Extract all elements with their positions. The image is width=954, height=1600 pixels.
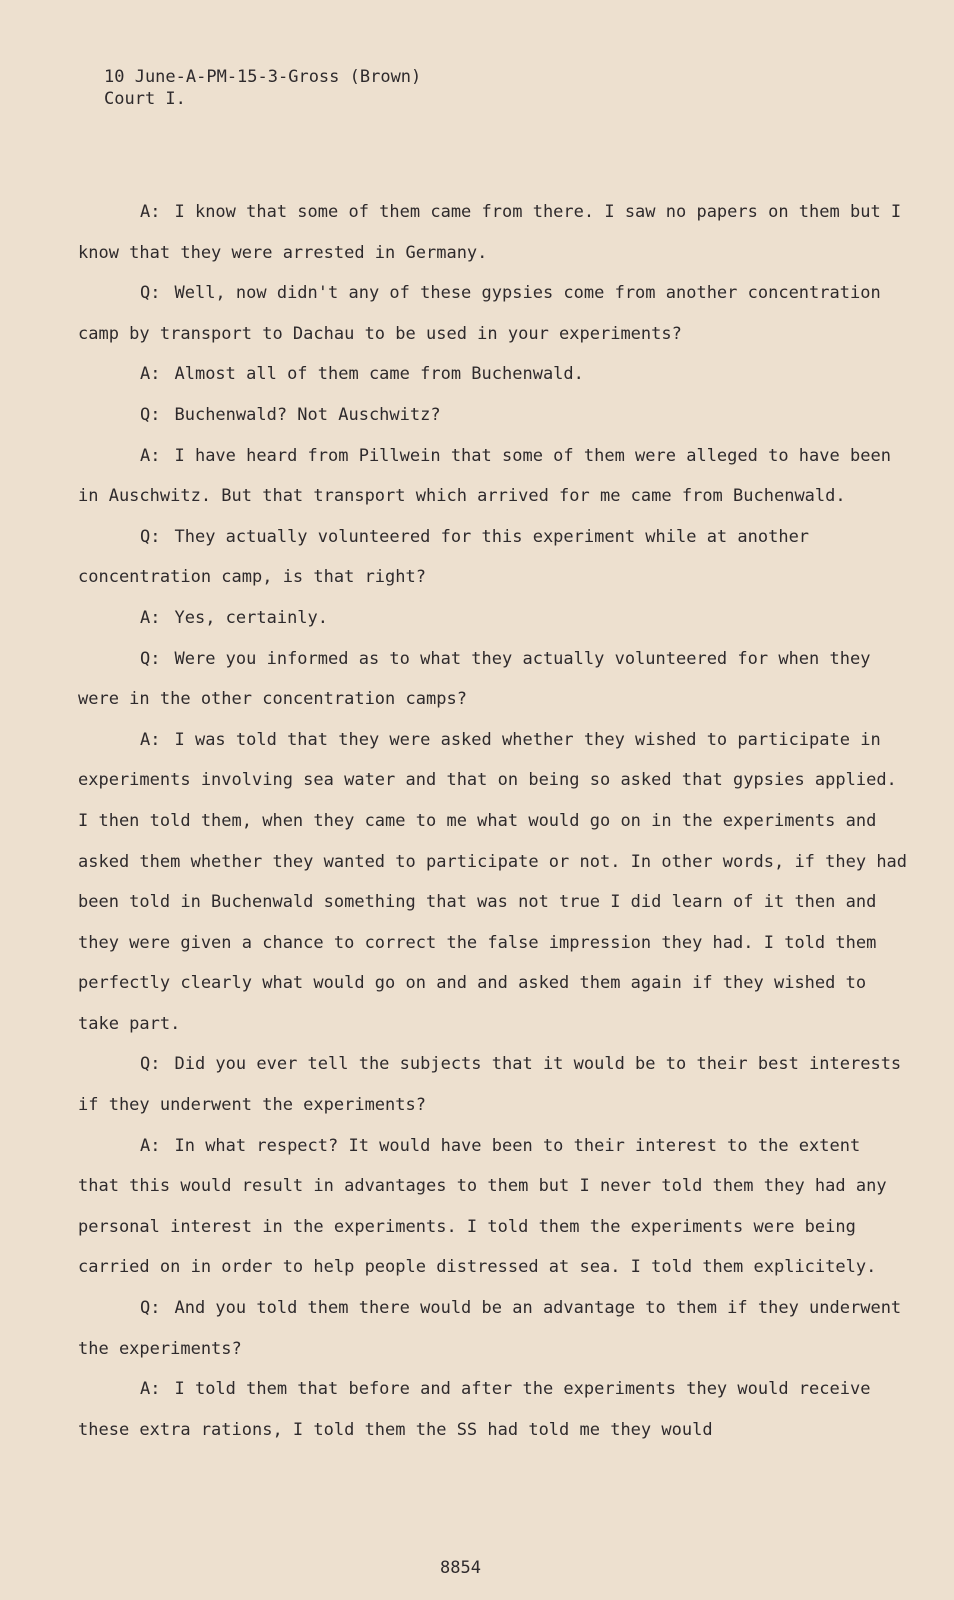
speaker-label: A: <box>140 445 161 466</box>
speaker-label: A: <box>140 202 161 222</box>
speaker-label: Q: <box>140 526 161 547</box>
testimony-paragraph <box>78 517 908 598</box>
testimony-paragraph <box>78 395 908 436</box>
paragraph-text: And you told them there would be an advantage to them if they underwent the experiments? <box>78 1298 902 1359</box>
speaker-label: Q: <box>140 404 161 425</box>
page-number: 8854 <box>440 1558 481 1578</box>
document-header <box>104 66 421 110</box>
testimony-paragraph <box>78 1044 908 1125</box>
testimony-paragraph <box>78 273 908 354</box>
testimony-paragraph <box>78 639 908 720</box>
testimony-body <box>78 192 908 1450</box>
paragraph-text: Did you ever tell the subjects that it would be to their best interests if they underwent the experiments? <box>78 1054 902 1116</box>
paragraph-text: I told them that before and after the experiments they would receive these extra rations, I told them the SS had told me they would <box>78 1379 871 1440</box>
testimony-paragraph <box>78 436 908 517</box>
speaker-label: A: <box>140 607 161 628</box>
testimony-paragraph <box>78 720 908 1045</box>
paragraph-text: I know that some of them came from there. I saw no papers on them but I know that they were arrested in Germany. <box>78 202 902 263</box>
paragraph-text: They actually volunteered for this experiment while at another concentration camp, is that right? <box>78 526 810 588</box>
speaker-label: A: <box>140 729 161 750</box>
paragraph-text: Were you informed as to what they actually volunteered for when they were in the other concentration camps? <box>78 648 871 710</box>
testimony-paragraph <box>78 354 908 395</box>
paragraph-text: I have heard from Pillwein that some of them were alleged to have been in Auschwitz. But that transport which arrived for me came from Buchenwald. <box>78 445 891 507</box>
speaker-label: Q: <box>140 1298 161 1319</box>
testimony-paragraph <box>78 1126 908 1288</box>
paragraph-text: Almost all of them came from Buchenwald. <box>174 364 584 385</box>
speaker-label: A: <box>140 364 161 385</box>
header-line-2: Court I. <box>104 89 186 109</box>
speaker-label: Q: <box>140 1054 161 1075</box>
header-line-1: 10 June-A-PM-15-3-Gross (Brown) <box>104 67 422 87</box>
speaker-label: A: <box>140 1135 161 1156</box>
speaker-label: Q: <box>140 283 161 304</box>
speaker-label: A: <box>140 1379 161 1400</box>
paragraph-text: Well, now didn't any of these gypsies come from another concentration camp by transport to Dachau to be used in your experiments? <box>78 283 881 344</box>
testimony-paragraph <box>78 1369 908 1450</box>
paragraph-text: Yes, certainly. <box>174 607 329 628</box>
testimony-paragraph <box>78 598 908 639</box>
speaker-label: Q: <box>140 648 161 669</box>
paragraph-text: Buchenwald? Not Auschwitz? <box>174 404 441 425</box>
testimony-paragraph <box>78 192 908 273</box>
paragraph-text: I was told that they were asked whether they wished to participate in experiments involving sea water and that on being so asked that gypsies applied. I then told them, when they came to me what would go on in the experiments and asked them whether they wanted to participate or not. In other words, if they had been told in Buchenwald something that was not true I did learn of it then and they were given a chance to correct the false impression they had. I told them perfectly clearly what would go on and and asked them again if they wished to take part. <box>78 729 908 1034</box>
paragraph-text: In what respect? It would have been to their interest to the extent that this would result in advantages to them but I never told them they had any personal interest in the experiments. I told them the experiments were being carried on in order to help people distressed at sea. I told them explicitely. <box>78 1135 887 1278</box>
testimony-paragraph <box>78 1288 908 1369</box>
